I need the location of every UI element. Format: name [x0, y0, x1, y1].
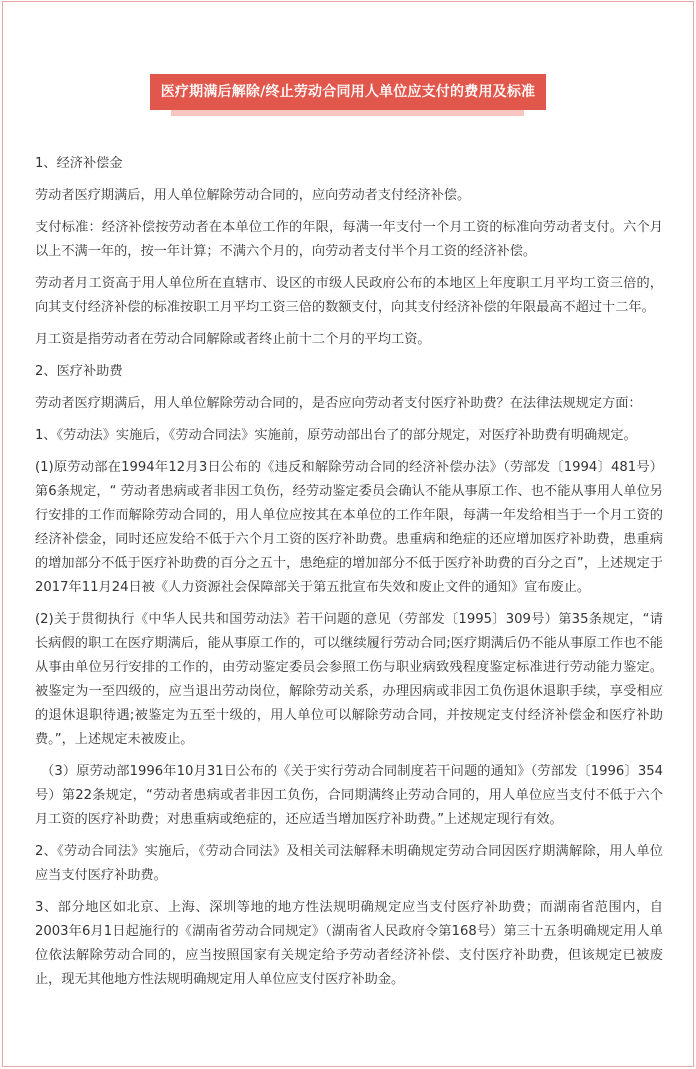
paragraph: 劳动者月工资高于用人单位所在直辖市、设区的市级人民政府公布的本地区上年度职工月平均工资三倍的，向其支付经济补偿的标准按职工月平均工资三倍的数额支付，向其支付经济补偿的年限最高不超过十二年。 — [35, 276, 663, 315]
paragraph: 劳动者医疗期满后，用人单位解除劳动合同的，是否应向劳动者支付医疗补助费？在法律法规规定方面： — [35, 396, 642, 411]
article-frame — [2, 1, 694, 1067]
paragraph: (2)关于贯彻执行《中华人民共和国劳动法》若干问题的意见（劳部发〔1995〕309号）第35条规定，“请长病假的职工在医疗期满后，能从事原工作的，可以继续履行劳动合同;医疗期满后仍不能从事原工作也不能从事由单位另行安排的工作的，由劳动鉴定委员会参照工伤与职业病致残程度鉴定标准进行劳动能力鉴定。被鉴定为一至四级的，应当退出劳动岗位，解除劳动关系，办理因病或非因工负伤退休退职手续，享受相应的退休退职待遇;被鉴定为五至十级的，用人单位可以解除劳动合同，并按规定支付经济补偿金和医疗补助费。”，上述规定未被废止。 — [35, 612, 663, 747]
paragraph: 支付标准：经济补偿按劳动者在本单位工作的年限，每满一年支付一个月工资的标准向劳动者支付。六个月以上不满一年的，按一年计算；不满六个月的，向劳动者支付半个月工资的经济补偿。 — [35, 220, 663, 259]
article-title: 医疗期满后解除/终止劳动合同用人单位应支付的费用及标准 — [150, 74, 547, 110]
title-banner — [3, 74, 693, 124]
paragraph: （3）原劳动部1996年10月31日公布的《关于实行劳动合同制度若干问题的通知》（劳部发〔1996〕354号）第22条规定，“劳动者患病或者非因工负伤，合同期满终止劳动合同的，用人单位应当支付不低于六个月工资的医疗补助费；对患重病或绝症的，还应适当增加医疗补助费。”上述规定现行有效。 — [35, 764, 663, 827]
paragraph: 1、《劳动法》实施后，《劳动合同法》实施前，原劳动部出台了的部分规定，对医疗补助费有明确规定。 — [35, 428, 637, 443]
paragraph: 劳动者医疗期满后，用人单位解除劳动合同的，应向劳动者支付经济补偿。 — [35, 188, 471, 203]
paragraph: 月工资是指劳动者在劳动合同解除或者终止前十二个月的平均工资。 — [35, 332, 431, 347]
article-body — [35, 152, 663, 1000]
paragraph: 3、部分地区如北京、上海、深圳等地的地方性法规明确规定应当支付医疗补助费；而湖南省范围内，自2003年6月1日起施行的《湖南省劳动合同规定》（湖南省人民政府令第168号）第三十五条明确规定用人单位依法解除劳动合同的，应当按照国家有关规定给予劳动者经济补偿、支付医疗补助费，但该规定已被废止，现无其他地方性法规明确规定用人单位应支付医疗补助金。 — [35, 900, 663, 987]
section-heading-1: 1、经济补偿金 — [35, 156, 123, 171]
section-heading-2: 2、医疗补助费 — [35, 364, 123, 379]
paragraph: 2、《劳动合同法》实施后，《劳动合同法》及相关司法解释未明确规定劳动合同因医疗期满解除，用人单位应当支付医疗补助费。 — [35, 844, 663, 883]
paragraph: (1)原劳动部在1994年12月3日公布的《违反和解除劳动合同的经济补偿办法》（劳部发〔1994〕481号）第6条规定，“ 劳动者患病或者非因工负伤，经劳动鉴定委员会确认不能从事原工作、也不能从事用人单位另行安排的工作而解除劳动合同的，用人单位应按其在本单位的工作年限，每满一年发给相当于一个月工资的经济补偿金，同时还应发给不低于六个月工资的医疗补助费。患重病和绝症的还应增加医疗补助费，患重病的增加部分不低于医疗补助费的百分之五十，患绝症的增加部分不低于医疗补助费的百分之百”，上述规定于2017年11月24日被《人力资源社会保障部关于第五批宣布失效和废止文件的通知》宣布废止。 — [35, 460, 663, 595]
